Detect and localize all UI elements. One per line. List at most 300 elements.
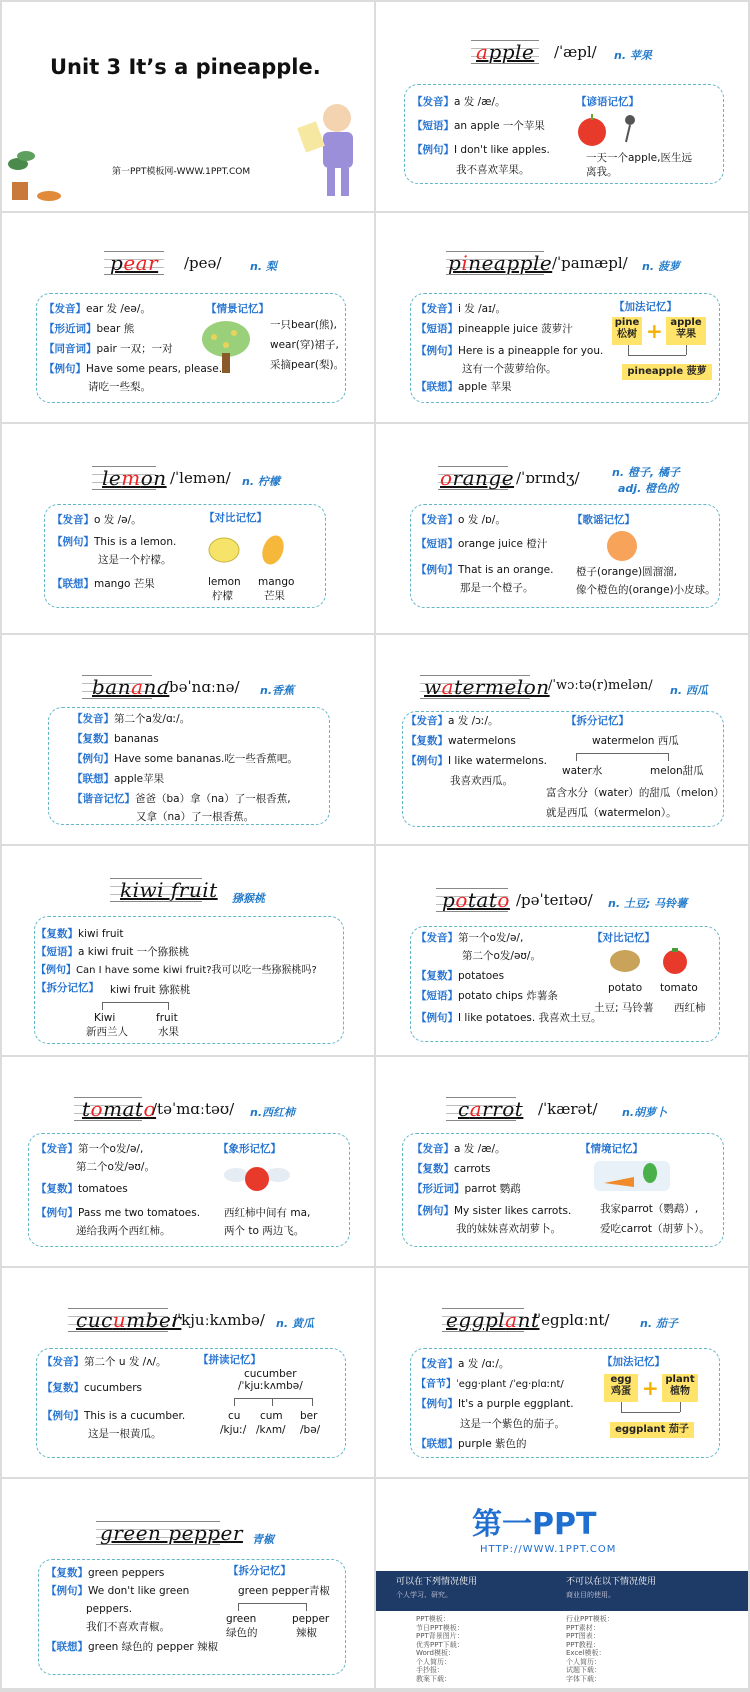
line-5: 我的妹妹喜欢胡萝卜。 bbox=[456, 1223, 561, 1235]
apple-icon bbox=[576, 110, 646, 150]
tag: 【短语】 bbox=[416, 990, 458, 1002]
text: My sister likes carrots. bbox=[454, 1205, 572, 1217]
word-red-part: ear bbox=[123, 251, 159, 275]
label-potato-cn: 土豆; 马铃薯 bbox=[594, 1002, 654, 1014]
line-2 bbox=[416, 970, 504, 984]
tag: 【例句】 bbox=[42, 1410, 84, 1422]
memo-line-2: 像个橙色的(orange)小皮球。 bbox=[576, 584, 716, 596]
line-3 bbox=[36, 964, 317, 977]
memo-tag: 【谚语记忆】 bbox=[576, 96, 639, 108]
mango-icon bbox=[258, 532, 288, 568]
meaning: n. 西瓜 bbox=[670, 684, 708, 697]
text: parrot 鹦鹉 bbox=[464, 1183, 521, 1195]
split-whole: green pepper青椒 bbox=[238, 1585, 330, 1597]
phonetic: /ˈɒrɪndʒ/ bbox=[516, 469, 580, 487]
tag: 【例句】 bbox=[52, 536, 94, 548]
meaning: n. 柠檬 bbox=[242, 475, 280, 488]
split-part-1: water水 bbox=[562, 765, 603, 777]
memo-tag: 【情境记忆】 bbox=[580, 1143, 643, 1155]
connector bbox=[238, 1603, 239, 1611]
word-red-part: a bbox=[131, 675, 144, 699]
word-rest: eggpl bbox=[446, 1308, 506, 1332]
tag: 【发音】 bbox=[416, 303, 458, 315]
meaning: n. 土豆; 马铃薯 bbox=[608, 897, 688, 910]
memo-tag: 【拆分记忆】 bbox=[566, 715, 629, 727]
split-part-2: fruit bbox=[156, 1012, 178, 1024]
connector bbox=[628, 345, 629, 355]
line-4 bbox=[46, 1641, 218, 1655]
memo-tag: 【对比记忆】 bbox=[592, 932, 655, 944]
text: pair 一双；一对 bbox=[96, 343, 173, 355]
text: It's a purple eggplant. bbox=[458, 1398, 574, 1410]
text: carrots bbox=[454, 1163, 491, 1175]
line-2 bbox=[52, 536, 176, 550]
tag: 【复数】 bbox=[406, 735, 448, 747]
line-3 bbox=[416, 1398, 574, 1412]
line-1 bbox=[36, 1143, 143, 1157]
phonetic: /təˈmɑːtəʊ/ bbox=[152, 1100, 235, 1118]
tag: 【发音】 bbox=[416, 514, 458, 526]
phonetic: /pəˈteɪtəʊ/ bbox=[516, 891, 593, 909]
connector bbox=[576, 753, 668, 754]
tag: 【例句】 bbox=[412, 144, 454, 156]
spell-whole-phonetic: /ˈkjuːkʌmbə/ bbox=[238, 1380, 303, 1392]
tree-icon bbox=[200, 319, 254, 379]
connector bbox=[621, 1412, 680, 1413]
phonetic: /ˈkærət/ bbox=[538, 1100, 598, 1118]
link-label: PPT背景图片： bbox=[416, 1632, 464, 1640]
line-3 bbox=[406, 755, 547, 769]
text: Here is a pineapple for you. bbox=[458, 345, 604, 357]
memo-line-2: 就是西瓜（watermelon）。 bbox=[546, 807, 677, 819]
line-3 bbox=[416, 564, 553, 578]
memo-line-2: 离我。 bbox=[586, 166, 618, 178]
line-4: 那是一个橙子。 bbox=[460, 582, 534, 594]
phonetic: /ˈæpl/ bbox=[554, 43, 597, 61]
label-mango-cn: 芒果 bbox=[264, 590, 285, 602]
text: a 发 /ɑː/。 bbox=[458, 1358, 510, 1370]
tag: 【例句】 bbox=[44, 363, 86, 375]
text: a 发 /ɔː/。 bbox=[448, 715, 499, 727]
memo-line-1: 一只bear(熊), bbox=[270, 319, 337, 331]
meaning: n.香蕉 bbox=[260, 684, 295, 697]
tag: 【例句】 bbox=[416, 1398, 458, 1410]
meaning: n. 茄子 bbox=[640, 1317, 678, 1330]
line-2 bbox=[42, 1382, 142, 1396]
word-rest: tat bbox=[467, 888, 498, 912]
word-rest: range bbox=[452, 466, 515, 490]
line-3: 这是一个柠檬。 bbox=[98, 554, 172, 566]
text: kiwi fruit bbox=[78, 928, 124, 940]
line-1 bbox=[412, 96, 506, 110]
slide-eggplant bbox=[376, 1268, 748, 1477]
link-label: PPT图表： bbox=[566, 1632, 600, 1640]
line-3 bbox=[416, 345, 603, 359]
word-rest: c bbox=[458, 1097, 470, 1121]
word-rest: rrot bbox=[482, 1097, 524, 1121]
line-1 bbox=[46, 1567, 164, 1581]
word-red-part: u bbox=[112, 1308, 127, 1332]
meaning: n. 菠萝 bbox=[642, 260, 680, 273]
orange-icon bbox=[604, 528, 640, 564]
line-3 bbox=[416, 990, 558, 1004]
slide-cucumber bbox=[2, 1268, 374, 1477]
split-whole: watermelon 西瓜 bbox=[592, 735, 679, 747]
tag: 【例句】 bbox=[412, 1205, 454, 1217]
phonetic: /ˈkjuːkʌmbə/ bbox=[172, 1311, 265, 1329]
tag: 【联想】 bbox=[46, 1641, 88, 1653]
tag: 【拆分记忆】 bbox=[36, 982, 99, 994]
text: bear 熊 bbox=[96, 323, 135, 335]
text: 第二个 u 发 /ʌ/。 bbox=[84, 1356, 167, 1368]
connector bbox=[628, 355, 686, 356]
word-rest: na bbox=[143, 675, 170, 699]
text: potatoes bbox=[458, 970, 505, 982]
split-part-1-cn: 新西兰人 bbox=[86, 1026, 128, 1038]
slide-potato bbox=[376, 846, 748, 1055]
slide-lemon bbox=[2, 424, 374, 633]
syllable-1-phonetic: /kjuː/ bbox=[220, 1424, 247, 1436]
memo-tag: 【拆分记忆】 bbox=[228, 1565, 291, 1577]
word-rest: on bbox=[140, 466, 167, 490]
addition-box-1 bbox=[612, 317, 642, 345]
slide-watermelon bbox=[376, 635, 748, 844]
connector bbox=[668, 753, 669, 761]
syllable-2-phonetic: /kʌm/ bbox=[256, 1424, 286, 1436]
text: 第一个o发/ə/, bbox=[458, 932, 524, 944]
memo-tag: 【歌谣记忆】 bbox=[572, 514, 635, 526]
word-rest: pple bbox=[488, 40, 535, 64]
cannot-heading: 不可以在以下情况使用 bbox=[566, 1577, 657, 1587]
link-label: 个人简历： bbox=[566, 1657, 601, 1666]
split-part-2: pepper bbox=[292, 1613, 330, 1625]
memo-tag: 【情景记忆】 bbox=[206, 303, 269, 315]
line-2 bbox=[46, 1585, 189, 1599]
phonetic: /ˈlemən/ bbox=[170, 469, 231, 487]
text: We don't like green bbox=[88, 1585, 190, 1597]
word-rest: nt bbox=[517, 1308, 540, 1332]
phonetic: /bəˈnɑːnə/ bbox=[164, 678, 240, 696]
split-part-2-cn: 辣椒 bbox=[296, 1627, 317, 1639]
meaning: n. 梨 bbox=[250, 260, 277, 273]
line-3 bbox=[42, 1410, 185, 1424]
meaning-1: n. 橙子, 橘子 bbox=[612, 466, 680, 479]
line-3 bbox=[72, 753, 298, 767]
text: apple 苹果 bbox=[458, 381, 512, 393]
can-text: 个人学习、研究。 bbox=[396, 1591, 452, 1599]
tag: 【复数】 bbox=[412, 1163, 454, 1175]
line-3 bbox=[44, 343, 173, 357]
line-5 bbox=[416, 1438, 527, 1452]
spell-whole: cucumber bbox=[244, 1368, 297, 1380]
tag: 【发音】 bbox=[416, 932, 458, 944]
tag: 【复数】 bbox=[416, 970, 458, 982]
meaning: 猕猴桃 bbox=[232, 892, 265, 905]
line-6: 又拿（na）了一根香蕉。 bbox=[136, 811, 255, 823]
tag: 【复数】 bbox=[46, 1567, 88, 1579]
link-label: 教案下载： bbox=[416, 1674, 451, 1683]
split-part-1-cn: 绿色的 bbox=[226, 1627, 258, 1639]
text: a kiwi fruit 一个猕猴桃 bbox=[78, 946, 190, 958]
memo-tag: 【象形记忆】 bbox=[218, 1143, 281, 1155]
connector bbox=[238, 1603, 306, 1604]
connector bbox=[234, 1398, 235, 1406]
line-1 bbox=[406, 715, 499, 729]
slide-kiwi bbox=[2, 846, 374, 1055]
label-tomato: tomato bbox=[660, 982, 698, 994]
line-1 bbox=[412, 1143, 506, 1157]
text: 第一个o发/ə/, bbox=[78, 1143, 144, 1155]
syllable-2: cum bbox=[260, 1410, 283, 1422]
memo-line-1: 一天一个apple,医生远 bbox=[586, 152, 692, 164]
meaning: n. 苹果 bbox=[614, 49, 652, 62]
split-whole: kiwi fruit 猕猴桃 bbox=[110, 984, 191, 996]
tag: 【联想】 bbox=[416, 381, 458, 393]
lemon-icon bbox=[206, 532, 242, 568]
memo-line-2: 两个 to 两边飞。 bbox=[224, 1225, 305, 1237]
word-red-part: o bbox=[90, 1097, 104, 1121]
text: 爸爸（ba）拿（na）了一根香蕉, bbox=[135, 793, 291, 805]
connector bbox=[621, 1402, 622, 1412]
text: ear 发 /eə/。 bbox=[86, 303, 151, 315]
text: Have some pears, please. bbox=[86, 363, 223, 375]
line-1 bbox=[416, 303, 506, 317]
tag: 【例句】 bbox=[46, 1585, 88, 1597]
meaning: 青椒 bbox=[252, 1533, 274, 1546]
line-4: 递给我两个西红柿。 bbox=[76, 1225, 171, 1237]
split-part-2: melon甜瓜 bbox=[650, 765, 704, 777]
tag: 【发音】 bbox=[52, 514, 94, 526]
can-heading: 可以在下列情况使用 bbox=[396, 1577, 478, 1587]
line-4: 我不喜欢苹果。 bbox=[456, 164, 530, 176]
line-1 bbox=[72, 713, 190, 727]
text: I like potatoes. 我喜欢土豆。 bbox=[458, 1012, 602, 1024]
word-rest: termelon bbox=[454, 675, 550, 699]
line-1b: 第二个o发/əʊ/。 bbox=[462, 950, 541, 962]
meaning: n.胡萝卜 bbox=[622, 1106, 668, 1119]
text: Pass me two tomatoes. bbox=[78, 1207, 201, 1219]
word-apple bbox=[476, 40, 534, 64]
tag: 【联想】 bbox=[416, 1438, 458, 1450]
label-lemon: lemon bbox=[208, 576, 241, 588]
memo-line-1: 西红柿中间有 ma, bbox=[224, 1207, 311, 1219]
plant-icon bbox=[4, 144, 64, 204]
text: tomatoes bbox=[78, 1183, 128, 1195]
word-rest: p bbox=[110, 251, 124, 275]
line-1 bbox=[44, 303, 151, 317]
text: o 发 /ɒ/。 bbox=[458, 514, 506, 526]
site-label: 第一PPT模板网-WWW.1PPT.COM bbox=[112, 167, 251, 177]
line-1 bbox=[52, 514, 142, 528]
word: egg bbox=[610, 1374, 632, 1385]
word-rest: p bbox=[448, 251, 462, 275]
tag: 【形近词】 bbox=[44, 323, 97, 335]
addition-box-1 bbox=[604, 1374, 638, 1402]
text: apple苹果 bbox=[114, 773, 165, 785]
line-2 bbox=[36, 1183, 128, 1197]
text: Have some bananas.吃一些香蕉吧。 bbox=[114, 753, 298, 765]
word-red-part: a bbox=[476, 40, 489, 64]
line-4 bbox=[416, 1012, 602, 1026]
word-red-part: a bbox=[469, 1097, 483, 1121]
tag: 【同音词】 bbox=[44, 343, 97, 355]
link-label: PPT模板： bbox=[416, 1615, 450, 1623]
tag: 【短语】 bbox=[416, 323, 458, 335]
text: That is an orange. bbox=[458, 564, 554, 576]
tag: 【联想】 bbox=[52, 578, 94, 590]
connector bbox=[312, 1398, 313, 1406]
line-1 bbox=[36, 928, 124, 942]
tag: 【例句】 bbox=[416, 345, 458, 357]
slide-banana bbox=[2, 635, 374, 844]
word-rest: w bbox=[424, 675, 442, 699]
phonetic: /ˈegplɑːnt/ bbox=[532, 1311, 610, 1329]
connector bbox=[234, 1398, 312, 1399]
tag: 【例句】 bbox=[406, 755, 448, 767]
slide-pineapple bbox=[376, 213, 748, 422]
slide-title bbox=[2, 2, 374, 211]
word: apple bbox=[670, 317, 702, 328]
text: purple 紫色的 bbox=[458, 1438, 527, 1450]
tag: 【发音】 bbox=[412, 96, 454, 108]
meaning-2: adj. 橙色的 bbox=[618, 482, 679, 495]
text: a 发 /æ/。 bbox=[454, 1143, 506, 1155]
word-potato bbox=[442, 888, 510, 912]
text: 第二个a发/ɑː/。 bbox=[114, 713, 191, 725]
word-rest: neapple bbox=[468, 251, 553, 275]
syllable-3: ber bbox=[300, 1410, 318, 1422]
word-rest: p bbox=[442, 888, 456, 912]
line-4: 这是一个紫色的茄子。 bbox=[460, 1418, 565, 1430]
word-red-part: o bbox=[497, 888, 510, 912]
word-pineapple bbox=[448, 251, 552, 275]
tag: 【短语】 bbox=[412, 120, 454, 132]
text: a 发 /æ/。 bbox=[454, 96, 506, 108]
word-watermelon bbox=[424, 675, 550, 699]
word-cucumber bbox=[76, 1308, 181, 1332]
line-3 bbox=[412, 144, 550, 158]
connector bbox=[686, 345, 687, 355]
logo: 第一PPT bbox=[472, 1507, 597, 1542]
connector bbox=[102, 1002, 168, 1003]
girl-icon bbox=[297, 102, 367, 207]
tag: 【发音】 bbox=[416, 1358, 458, 1370]
text: green 绿色的 pepper 辣椒 bbox=[88, 1641, 219, 1653]
word-lemon bbox=[102, 466, 167, 490]
line-1 bbox=[416, 932, 523, 946]
word-carrot bbox=[458, 1097, 523, 1121]
word-red-part: a bbox=[505, 1308, 518, 1332]
word: plant bbox=[665, 1374, 695, 1385]
memo-tag: 【加法记忆】 bbox=[614, 301, 677, 313]
slide-apple bbox=[376, 2, 748, 211]
memo-line-1: 我家parrot（鹦鹉）, bbox=[600, 1203, 699, 1215]
word-banana bbox=[92, 675, 169, 699]
tag: 【发音】 bbox=[42, 1356, 84, 1368]
split-part-2-cn: 水果 bbox=[158, 1026, 179, 1038]
text: bananas bbox=[114, 733, 159, 745]
link-label: 优秀PPT下载： bbox=[416, 1640, 464, 1649]
slide-orange bbox=[376, 424, 748, 633]
connector bbox=[576, 753, 577, 761]
addition-result: pineapple 菠萝 bbox=[622, 364, 712, 380]
slide-logo bbox=[376, 1479, 748, 1688]
word: pine bbox=[614, 317, 640, 328]
link-label: 字体下载： bbox=[566, 1674, 601, 1683]
text: orange juice 橙汁 bbox=[458, 538, 548, 550]
text: ˈegg·plant /ˈeg·plɑːnt/ bbox=[456, 1379, 564, 1390]
meaning: n. 黄瓜 bbox=[276, 1317, 314, 1330]
word-green-pepper: green pepper bbox=[100, 1521, 243, 1545]
line-3 bbox=[36, 1207, 200, 1221]
tag: 【复数】 bbox=[72, 733, 114, 745]
line-2 bbox=[44, 323, 134, 337]
line-4: 这是一根黄瓜。 bbox=[88, 1428, 162, 1440]
tag: 【联想】 bbox=[72, 773, 114, 785]
label-tomato-cn: 西红柿 bbox=[674, 1002, 706, 1014]
word-kiwi-fruit: kiwi fruit bbox=[120, 878, 218, 902]
tag: 【形近词】 bbox=[412, 1183, 465, 1195]
tag: 【例句】 bbox=[72, 753, 114, 765]
tomato-icon bbox=[660, 946, 690, 976]
text: potato chips 炸薯条 bbox=[458, 990, 558, 1002]
tag: 【例句】 bbox=[36, 1207, 78, 1219]
tag: 【复数】 bbox=[36, 1183, 78, 1195]
tag: 【发音】 bbox=[36, 1143, 78, 1155]
gloss: 植物 bbox=[670, 1386, 690, 1397]
syllable-3-phonetic: /bə/ bbox=[300, 1424, 321, 1436]
addition-result: eggplant 茄子 bbox=[610, 1422, 694, 1438]
text: I like watermelons. bbox=[448, 755, 547, 767]
text: cucumbers bbox=[84, 1382, 142, 1394]
link-label: 行业PPT模板： bbox=[566, 1615, 614, 1623]
plus-icon: + bbox=[642, 1376, 659, 1400]
word-red-part: o bbox=[455, 888, 468, 912]
line-4 bbox=[412, 1205, 571, 1219]
meaning: n.西红柿 bbox=[250, 1106, 296, 1119]
tag: 【谐音记忆】 bbox=[72, 793, 135, 805]
word-rest: mat bbox=[103, 1097, 144, 1121]
link-label: 试题下载： bbox=[566, 1666, 601, 1674]
link-label: Excel模板： bbox=[566, 1649, 606, 1657]
gloss: 松树 bbox=[617, 329, 637, 340]
line-2 bbox=[406, 735, 516, 749]
text: I don't like apples. bbox=[454, 144, 550, 156]
gloss: 苹果 bbox=[676, 329, 696, 340]
line-3 bbox=[412, 1183, 521, 1197]
link-label: 节日PPT模板： bbox=[416, 1623, 464, 1632]
logo-url: HTTP://WWW.1PPT.COM bbox=[480, 1544, 617, 1555]
connector bbox=[680, 1402, 681, 1412]
winged-tomato-icon bbox=[224, 1159, 290, 1195]
line-4: 我喜欢西瓜。 bbox=[450, 775, 513, 787]
line-1 bbox=[416, 514, 506, 528]
line-1 bbox=[416, 1358, 509, 1372]
line-1 bbox=[42, 1356, 166, 1370]
link-label: 个人简历： bbox=[416, 1657, 451, 1666]
link-label: Word模板： bbox=[416, 1649, 455, 1657]
connector bbox=[306, 1603, 307, 1611]
tag: 【复数】 bbox=[36, 928, 78, 940]
potato-icon bbox=[608, 946, 642, 976]
slide-green-pepper bbox=[2, 1479, 374, 1688]
plus-icon: + bbox=[646, 319, 663, 343]
gloss: 鸡蛋 bbox=[611, 1386, 631, 1397]
word-red-part: i bbox=[461, 251, 469, 275]
line-4 bbox=[52, 578, 155, 592]
word-rest: mber bbox=[126, 1308, 182, 1332]
tag: 【短语】 bbox=[36, 946, 78, 958]
